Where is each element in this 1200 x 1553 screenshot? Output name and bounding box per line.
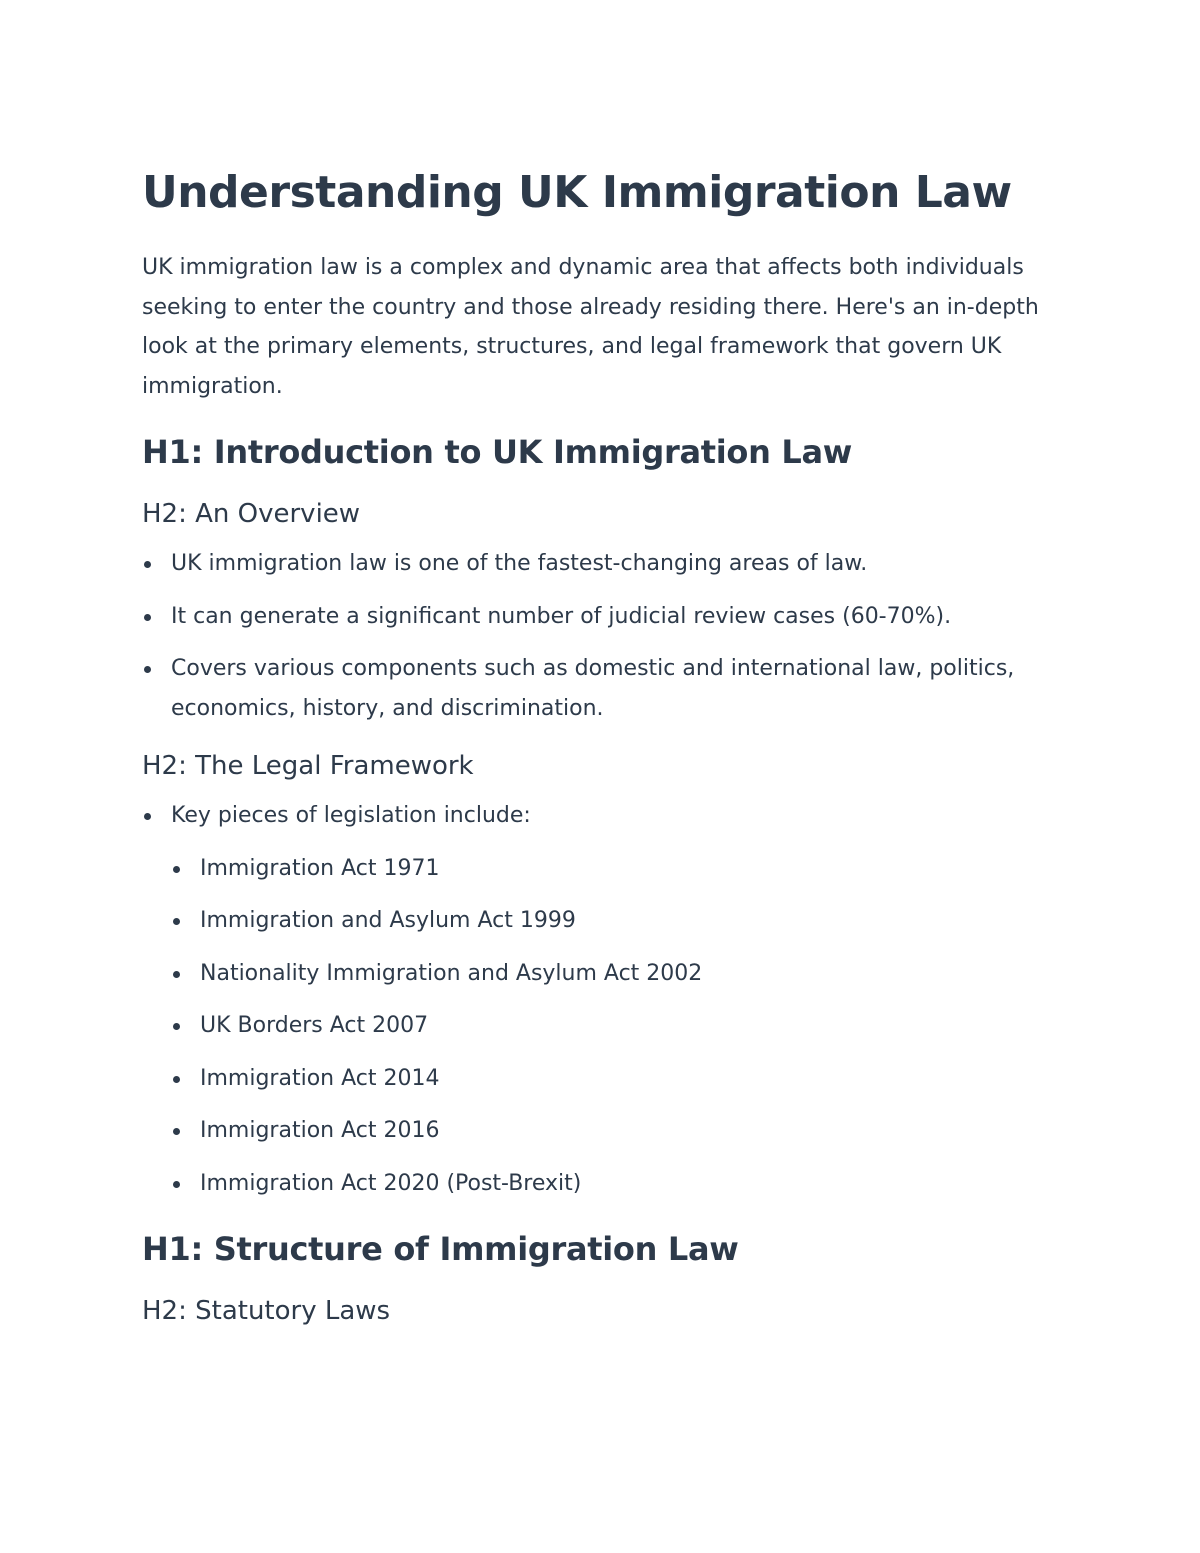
legislation-item: Immigration Act 2020 (Post-Brexit) [171, 1164, 1062, 1204]
legislation-item: Immigration Act 2014 [171, 1059, 1062, 1099]
list-item: UK immigration law is one of the fastest-changing areas of law. [142, 544, 1062, 584]
framework-list [142, 796, 1062, 1203]
legislation-item: Immigration Act 1971 [171, 849, 1062, 889]
document-page [142, 162, 1062, 1331]
document-title: Understanding UK Immigration Law [142, 167, 1012, 218]
subheading-legal-framework: H2: The Legal Framework [142, 751, 474, 781]
section-heading-introduction: H1: Introduction to UK Immigration Law [142, 433, 853, 471]
legislation-item: UK Borders Act 2007 [171, 1006, 1062, 1046]
list-item-text: Key pieces of legislation include: [171, 803, 531, 828]
subheading-statutory-laws: H2: Statutory Laws [142, 1296, 391, 1326]
section-heading-structure: H1: Structure of Immigration Law [142, 1230, 739, 1268]
legislation-item: Nationality Immigration and Asylum Act 2002 [171, 954, 1062, 994]
list-item [142, 796, 1062, 1203]
overview-list [142, 544, 1062, 728]
intro-paragraph: UK immigration law is a complex and dynamic area that affects both individuals seeking to enter the country and those already residing there. Here's an in-depth look at the primary elements, structures, and legal framework that govern UK immigration. [142, 255, 1039, 399]
subheading-overview: H2: An Overview [142, 499, 361, 529]
legislation-item: Immigration and Asylum Act 1999 [171, 901, 1062, 941]
list-item: Covers various components such as domestic and international law, politics, economics, history, and discrimination. [142, 649, 1062, 728]
legislation-list [171, 849, 1062, 1204]
legislation-item: Immigration Act 2016 [171, 1111, 1062, 1151]
list-item: It can generate a significant number of judicial review cases (60-70%). [142, 597, 1062, 637]
